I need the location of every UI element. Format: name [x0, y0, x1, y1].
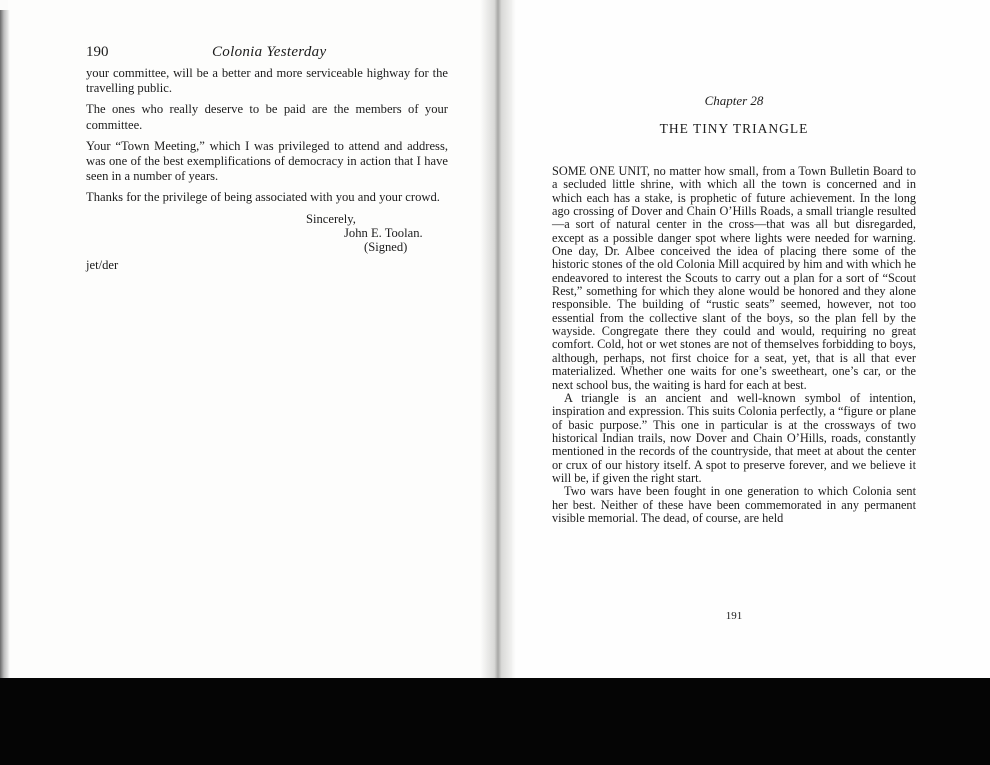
closing-salutation: Sincerely,: [306, 212, 356, 226]
running-title: Colonia Yesterday: [212, 44, 327, 60]
body-paragraph: SOME ONE UNIT, no matter how small, from a Town Bulletin Board to a secluded little shrine, with which all the town is concerned and in which each has a stake, is prophetic of future achievement. In the long ago crossing of Dover and Chain O’Hills Roads, a small triangle resulted—a sort of natural center in the cross—that was all but disregarded, except as a possible danger spot where lights were needed for warning. One day, Dr. Albee conceived the idea of placing there some of the historic stones of the old Colonia Mill acquired by him and with which he endeavored to interest the Scouts to carry out a plan for a sort of “Scout Rest,” something for which they alone would be honored and they alone responsible. The building of “rustic seats” seemed, however, not too essential from the collective slant of the boys, so the plan fell by the wayside. Congregate there they could and would, requiring no great comfort. Cold, hot or wet stones are not of themselves forbidding to boys, although, perhaps, not first choice for a seat, yet, that is all that ever materialized. Whether one waits for one’s sweetheart, one’s car, or the next school bus, the waiting is hard for each at best.: [552, 164, 916, 392]
letter-body: [86, 66, 448, 212]
body-paragraph: Two wars have been fought in one generation to which Colonia sent her best. Neither of these have been commemorated in any permanent visible memorial. The dead, of course, are held: [552, 484, 916, 525]
chapter-label: Chapter 28: [704, 93, 764, 108]
reference-initials: jet/der: [86, 258, 119, 272]
letter-paragraph: Your “Town Meeting,” which I was privileged to attend and address, was one of the best exemplifications of democracy in action that I have seen in a number of years.: [86, 138, 448, 184]
chapter-title: THE TINY TRIANGLE: [659, 121, 809, 136]
letter-closing: [86, 212, 448, 254]
left-page-edge-shadow: [0, 10, 10, 678]
body-paragraph: A triangle is an ancient and well-known symbol of intention, inspiration and expression. This suits Colonia perfectly, a “figure or plane of basic purpose.” This one in particular is at the crossways of two historical Indian trails, now Dover and Chain O’Hills, roads, constantly mentioned in the records of the countryside, that meet at about the center or crux of our history itself. A spot to preserve forever, and we believe it will be, if given the right start.: [552, 390, 916, 485]
signed-note: (Signed): [364, 240, 408, 254]
scan-background: [0, 678, 990, 765]
right-page-number: 191: [725, 610, 743, 622]
book-gutter: [480, 0, 516, 678]
left-page-number: 190: [86, 44, 109, 60]
letter-paragraph: your committee, will be a better and more serviceable highway for the travelling public.: [86, 66, 448, 96]
signature-name: John E. Toolan.: [344, 226, 423, 240]
chapter-body: [552, 165, 916, 525]
letter-paragraph: Thanks for the privilege of being associated with you and your crowd.: [86, 190, 440, 205]
letter-paragraph: The ones who really deserve to be paid are the members of your committee.: [86, 102, 448, 132]
